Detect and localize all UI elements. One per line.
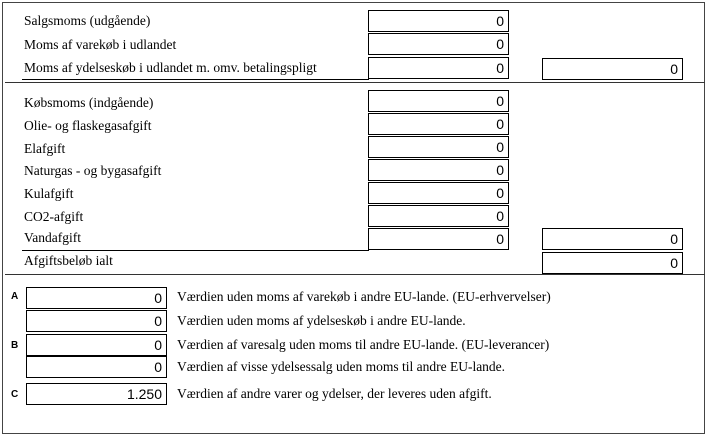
section-letter-a: A (11, 291, 19, 302)
field-kulafgift[interactable]: 0 (368, 182, 509, 204)
field-eu-leverancer[interactable]: 0 (26, 334, 167, 356)
divider (5, 82, 705, 83)
label-naturgas-afgift: Naturgas - og bygasafgift (24, 163, 162, 178)
field-purchase-total[interactable]: 0 (542, 228, 683, 250)
field-uden-afgift[interactable]: 1.250 (26, 383, 167, 405)
label-eu-ydelsessalg: Værdien af visse ydelsessalg uden moms til andre EU-lande. (177, 359, 506, 374)
field-eu-ydelsessalg[interactable]: 0 (26, 356, 167, 378)
field-eu-ydelseskob[interactable]: 0 (26, 310, 167, 332)
field-kobsmoms[interactable]: 0 (368, 90, 509, 112)
label-eu-ydelseskob: Værdien uden moms af ydelseskøb i andre EU-lande. (177, 313, 466, 328)
label-eu-leverancer: Værdien af varesalg uden moms til andre EU-lande. (EU-leverancer) (177, 337, 550, 352)
label-kobsmoms: Købsmoms (indgående) (24, 95, 154, 110)
field-moms-varekob[interactable]: 0 (368, 33, 509, 55)
label-uden-afgift: Værdien af andre varer og ydelser, der leveres uden afgift. (177, 386, 492, 401)
field-eu-erhvervelser[interactable]: 0 (26, 287, 167, 309)
label-vandafgift: Vandafgift (24, 230, 81, 245)
field-sales-total[interactable]: 0 (542, 58, 683, 80)
field-vandafgift[interactable]: 0 (368, 228, 509, 250)
field-elafgift[interactable]: 0 (368, 136, 509, 158)
section-letter-b: B (11, 340, 19, 351)
underline-sales (22, 79, 369, 80)
label-olie-afgift: Olie- og flaskegasafgift (24, 118, 152, 133)
section-letter-c: C (11, 389, 19, 400)
divider-total (5, 274, 705, 275)
field-olie-afgift[interactable]: 0 (368, 113, 509, 135)
label-salgsmoms: Salgsmoms (udgående) (24, 13, 151, 28)
label-moms-varekob: Moms af varekøb i udlandet (24, 37, 177, 52)
label-afgiftsbelob-ialt: Afgiftsbeløb ialt (24, 253, 113, 268)
label-eu-erhvervelser: Værdien uden moms af varekøb i andre EU-lande. (EU-erhvervelser) (177, 289, 551, 304)
field-naturgas-afgift[interactable]: 0 (368, 159, 509, 181)
field-co2-afgift[interactable]: 0 (368, 205, 509, 227)
label-moms-ydelseskob: Moms af ydelseskøb i udlandet m. omv. betalingspligt (24, 60, 317, 75)
field-moms-ydelseskob[interactable]: 0 (368, 57, 509, 79)
label-kulafgift: Kulafgift (24, 186, 74, 201)
field-afgiftsbelob-ialt[interactable]: 0 (542, 252, 683, 274)
label-elafgift: Elafgift (24, 141, 66, 156)
field-salgsmoms[interactable]: 0 (368, 10, 509, 32)
underline-purchase (22, 250, 369, 251)
label-co2-afgift: CO2-afgift (24, 209, 84, 224)
